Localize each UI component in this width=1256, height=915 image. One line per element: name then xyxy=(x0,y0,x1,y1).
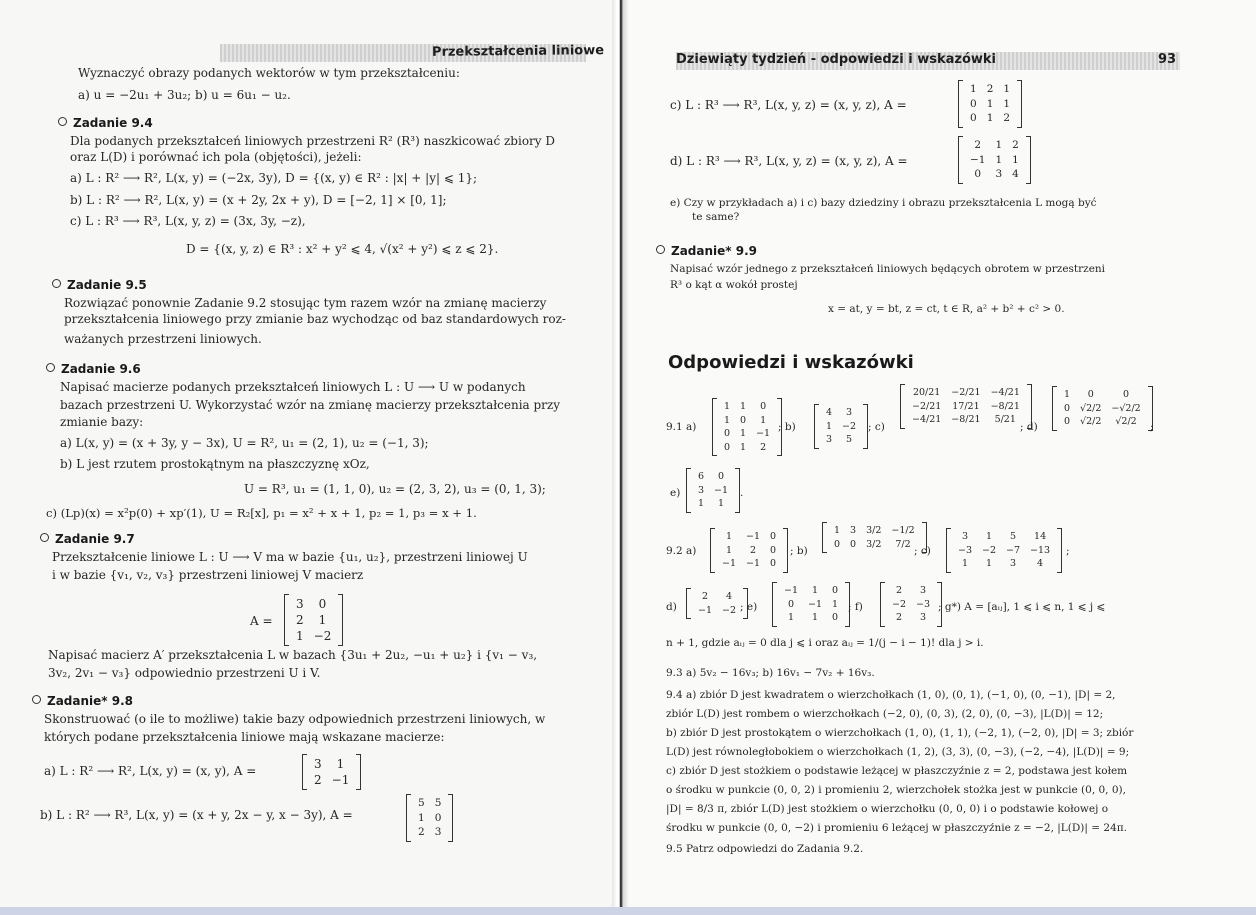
answer-9-1-e-label: e) xyxy=(670,487,681,499)
task-9-8-e2: te same? xyxy=(692,211,740,223)
task-9-8-b-matrix xyxy=(406,794,453,846)
task-9-8-d: d) L : R³ ⟶ R³, L(x, y, z) = (x, y, z), A = xyxy=(670,154,908,168)
matrix-cell: 1 xyxy=(725,531,733,542)
matrix-bracket-right xyxy=(1026,136,1031,184)
answer-9-2-e-matrix xyxy=(772,582,850,631)
answer-9-2-e-label: ; e) xyxy=(740,601,758,613)
matrix-cell: 0 xyxy=(1123,389,1130,400)
matrix-cell: 1 xyxy=(812,612,819,623)
matrix-cell: 3 xyxy=(920,612,927,623)
matrix-cell: 1 xyxy=(725,544,733,556)
matrix-cell: 1 xyxy=(995,139,1003,151)
matrix-cell: 2 xyxy=(701,591,709,602)
matrix-bracket-right xyxy=(448,794,453,842)
task-bullet-icon xyxy=(46,363,55,372)
matrix-cell: −1 xyxy=(698,604,713,616)
matrix-cell: 1 xyxy=(740,401,747,412)
answer-9-3: 9.3 a) 5v₂ − 16v₃; b) 16v₁ − 7v₂ + 16v₃. xyxy=(666,667,875,679)
task-9-7-title: Zadanie 9.7 xyxy=(40,532,135,546)
matrix-bracket-left xyxy=(822,522,827,553)
matrix-cell: 3 xyxy=(995,168,1003,180)
task-9-6-line2: bazach przestrzeni U. Wykorzystać wzór na zmianę macierzy przekształcenia przy xyxy=(60,398,561,412)
matrix-cell: 4 xyxy=(1037,558,1044,569)
matrix-cell: 5 xyxy=(434,797,442,809)
task-9-5-line3: ważanych przestrzeni liniowych. xyxy=(64,332,262,346)
task-9-4-c2: D = {(x, y, z) ∈ R³ : x² + y² ⩽ 4, √(x² + y²) ⩽ z ⩽ 2}. xyxy=(186,242,499,256)
matrix-cell: 0 xyxy=(718,471,725,482)
matrix-cell: 5 xyxy=(846,434,853,445)
task-9-8-title: Zadanie* 9.8 xyxy=(32,694,133,708)
task-9-7-line2: i w bazie {v₁, v₂, v₃} przestrzeni liniowej V macierz xyxy=(52,568,364,582)
matrix-cell: 20/21 xyxy=(912,387,941,398)
matrix-cell: 1 xyxy=(787,612,795,623)
right-page xyxy=(628,0,1256,915)
matrix-cell: 4 xyxy=(826,407,833,418)
matrix-cell: −1 xyxy=(746,558,761,569)
answer-9-2-a-matrix xyxy=(710,528,788,577)
matrix-cell: −1 xyxy=(714,484,729,496)
matrix-cell: 1 xyxy=(1012,153,1019,166)
right-header-title: Dziewiąty tydzień - odpowiedzi i wskazówki xyxy=(676,52,996,67)
task-9-7-line1: Przekształcenie liniowe L : U ⟶ V ma w bazie {u₁, u₂}, przestrzeni liniowej U xyxy=(52,550,528,564)
task-9-7-line4: 3v₂, 2v₁ − v₃} odpowiednio przestrzeni U i V. xyxy=(48,666,321,680)
task-9-4-title: Zadanie 9.4 xyxy=(58,116,153,130)
task-9-8-c-matrix xyxy=(958,80,1022,132)
matrix-cell: 1 xyxy=(740,428,747,439)
matrix-cell: −2 xyxy=(842,420,857,432)
matrix-cell: 1 xyxy=(986,97,994,110)
task-9-8-b: b) L : R² ⟶ R³, L(x, y) = (x + y, 2x − y, x − 3y), A = xyxy=(40,808,353,822)
answer-9-2-b-label: ; b) xyxy=(790,545,808,557)
matrix-bracket-left xyxy=(284,594,289,646)
answer-9-2-f-matrix xyxy=(880,582,942,631)
matrix-bracket-left xyxy=(900,384,905,429)
answer-9-1-d-matrix xyxy=(1052,386,1153,435)
task-9-7-a-label: A = xyxy=(250,614,273,628)
matrix-cell: 0 xyxy=(770,544,777,556)
matrix-cell: −1 xyxy=(784,585,799,596)
matrix-bracket-right xyxy=(783,528,788,573)
answer-9-2-c-label: ; c) xyxy=(914,545,931,557)
matrix-cell: 2 xyxy=(418,826,425,838)
answer-9-5: 9.5 Patrz odpowiedzi do Zadania 9.2. xyxy=(666,843,864,855)
matrix-cell: 1 xyxy=(986,112,994,124)
matrix-cell: −3 xyxy=(958,544,973,556)
matrix-cell: 1 xyxy=(1003,83,1011,95)
matrix-cell: 0 xyxy=(724,428,731,439)
scan-edge-band xyxy=(0,907,1256,915)
task-9-4-line2: oraz L(D) i porównać ich pola (objętości), jeżeli: xyxy=(70,150,362,164)
matrix-cell: 2 xyxy=(750,544,757,556)
matrix-bracket-left xyxy=(406,794,411,842)
matrix-cell: 0 xyxy=(740,414,747,426)
answer-9-2-g: ; g*) A = [aᵢⱼ], 1 ⩽ i ⩽ n, 1 ⩽ j ⩽ xyxy=(938,601,1106,613)
matrix-cell: 2 xyxy=(1003,112,1011,124)
matrix-cell: −1/2 xyxy=(891,525,915,536)
task-9-6-b2: U = R³, u₁ = (1, 1, 0), u₂ = (2, 3, 2), u₃ = (0, 1, 3); xyxy=(244,482,546,496)
intro-ab: a) u = −2u₁ + 3u₂; b) u = 6u₁ − u₂. xyxy=(78,88,291,102)
matrix-bracket-left xyxy=(880,582,885,627)
matrix-cell: 0 xyxy=(770,531,777,542)
matrix-cell: 3 xyxy=(1010,558,1017,569)
matrix-cell: −8/21 xyxy=(951,414,981,425)
answer-9-1-e-matrix xyxy=(686,468,740,517)
task-9-5-title: Zadanie 9.5 xyxy=(52,278,147,292)
matrix-cell: −1 xyxy=(808,598,823,610)
answer-9-1-c-matrix xyxy=(900,384,1032,433)
matrix-cell: 6 xyxy=(698,471,705,482)
matrix-cell: 4 xyxy=(1012,168,1019,180)
matrix-cell: 1 xyxy=(1064,389,1071,400)
answer-9-4-line: 9.4 a) zbiór D jest kwadratem o wierzchołkach (1, 0), (0, 1), (−1, 0), (0, −1), |D| = 2, xyxy=(666,689,1116,701)
matrix-cell: 0 xyxy=(974,168,982,180)
matrix-cell: 1 xyxy=(961,558,969,569)
task-bullet-icon xyxy=(32,695,41,704)
matrix-cell: 7/2 xyxy=(895,538,911,550)
matrix-cell: 2 xyxy=(760,441,767,453)
matrix-cell: 2 xyxy=(974,139,982,151)
matrix-cell: √2/2 xyxy=(1080,402,1102,414)
matrix-cell: 2 xyxy=(986,83,994,95)
matrix-cell: −13 xyxy=(1030,544,1051,556)
matrix-cell: 1 xyxy=(698,498,705,509)
task-9-5-line2: przekształcenia liniowego przy zmianie baz wychodząc od baz standardowych roz- xyxy=(64,312,566,326)
matrix-cell: 5/21 xyxy=(994,414,1016,425)
task-9-5-line1: Rozwiązać ponownie Zadanie 9.2 stosując tym razem wzór na zmianę macierzy xyxy=(64,296,547,310)
matrix-cell: 0 xyxy=(1064,402,1071,414)
left-header-title: Przekształcenia liniowe xyxy=(431,43,605,60)
task-9-6-title: Zadanie 9.6 xyxy=(46,362,141,376)
answer-9-1-b-label: ; b) xyxy=(778,421,796,433)
matrix-cell: 1 xyxy=(724,401,731,412)
answer-9-2-end: ; xyxy=(1066,545,1070,557)
matrix-cell: 1 xyxy=(986,558,993,569)
matrix-bracket-left xyxy=(686,588,691,619)
matrix-cell: 0 xyxy=(318,597,327,611)
book-gutter xyxy=(612,0,628,915)
answer-9-4-line: zbiór L(D) jest rombem o wierzchołkach (−2, 0), (0, 3), (2, 0), (0, −3), |L(D)| = 12; xyxy=(666,708,1104,720)
answer-9-1-d-label: ; d) xyxy=(1020,421,1038,433)
matrix-bracket-left xyxy=(946,528,951,573)
matrix-cell: −1 xyxy=(756,428,771,439)
matrix-cell: 0 xyxy=(1087,389,1094,400)
answer-9-4-line: środku w punkcie (0, 0, −2) i promieniu 6 leżącej w płaszczyźnie z = −2, |L(D)| = 24π. xyxy=(666,822,1128,834)
matrix-cell: 4 xyxy=(726,591,733,602)
matrix-cell: −2 xyxy=(313,629,332,643)
matrix-cell: 1 xyxy=(296,629,304,643)
matrix-cell: 0 xyxy=(832,585,839,596)
matrix-cell: 0 xyxy=(787,598,795,610)
task-9-6-b: b) L jest rzutem prostokątnym na płaszczyznę xOz, xyxy=(60,457,370,471)
matrix-bracket-left xyxy=(302,754,307,790)
matrix-cell: 2 xyxy=(314,773,322,787)
matrix-cell: 1 xyxy=(1003,97,1011,110)
task-9-8-line1: Skonstruować (o ile to możliwe) takie bazy odpowiednich przestrzeni liniowych, w xyxy=(44,712,546,726)
matrix-cell: 0 xyxy=(434,811,442,824)
matrix-cell: 3 xyxy=(961,531,969,542)
matrix-bracket-left xyxy=(710,528,715,573)
matrix-cell: 3 xyxy=(698,484,705,496)
answer-9-4-line: L(D) jest równoległobokiem o wierzchołkach (1, 2), (3, 3), (0, −3), (−2, −4), |L(D)| = 9; xyxy=(666,746,1130,758)
matrix-bracket-left xyxy=(772,582,777,627)
task-9-9-line3: x = at, y = bt, z = ct, t ∈ R, a² + b² + c² > 0. xyxy=(828,303,1065,315)
matrix-cell: −2 xyxy=(892,598,907,610)
matrix-cell: 0 xyxy=(770,558,777,569)
matrix-cell: 1 xyxy=(418,811,425,824)
answer-9-2-label: 9.2 a) xyxy=(666,545,697,557)
matrix-cell: √2/2 xyxy=(1080,416,1102,427)
matrix-bracket-left xyxy=(958,80,963,128)
answer-9-1-c-label: ; c) xyxy=(868,421,885,433)
answer-9-1-b-matrix xyxy=(814,404,868,453)
matrix-bracket-left xyxy=(686,468,691,513)
matrix-cell: 3 xyxy=(846,407,853,418)
matrix-cell: 0 xyxy=(834,538,841,550)
matrix-cell: 3 xyxy=(296,597,304,611)
matrix-cell: 0 xyxy=(850,538,857,550)
answer-9-1-label: 9.1 a) xyxy=(666,421,697,433)
matrix-cell: 3 xyxy=(826,434,833,445)
matrix-cell: 0 xyxy=(970,97,977,110)
matrix-cell: 17/21 xyxy=(952,400,980,412)
matrix-cell: 1 xyxy=(318,613,327,627)
task-9-8-line2: których podane przekształcenia liniowe mają wskazane macierze: xyxy=(44,730,445,744)
task-9-7-matrix xyxy=(284,594,343,650)
matrix-bracket-left xyxy=(958,136,963,184)
matrix-cell: 1 xyxy=(740,441,747,453)
task-9-9-line2: R³ o kąt α wokół prostej xyxy=(670,279,798,291)
matrix-cell: 1 xyxy=(995,153,1003,166)
matrix-cell: 0 xyxy=(724,441,731,453)
task-9-6-line3: zmianie bazy: xyxy=(60,415,144,429)
matrix-cell: 1 xyxy=(718,498,725,509)
answer-9-2-d-matrix xyxy=(686,588,748,623)
matrix-cell: 1 xyxy=(724,414,731,426)
answer-9-4-line: c) zbiór D jest stożkiem o podstawie leżącej w płaszczyźnie z = 2, podstawa jest kołem xyxy=(666,765,1128,777)
matrix-bracket-right xyxy=(1017,80,1022,128)
matrix-cell: 1 xyxy=(812,585,819,596)
matrix-bracket-left xyxy=(1052,386,1057,431)
matrix-cell: 2 xyxy=(1012,139,1019,151)
matrix-cell: 2 xyxy=(895,612,903,623)
matrix-bracket-left xyxy=(814,404,819,449)
answer-9-4-line: b) zbiór D jest prostokątem o wierzchołkach (1, 0), (1, 1), (−2, 1), (−2, 0), |D| = 3; zbiór xyxy=(666,727,1134,739)
answer-9-1-a-matrix xyxy=(712,398,782,460)
task-9-4-c: c) L : R³ ⟶ R³, L(x, y, z) = (3x, 3y, −z), xyxy=(70,214,306,228)
left-page xyxy=(0,0,612,915)
task-bullet-icon xyxy=(52,279,61,288)
task-9-8-c: c) L : R³ ⟶ R³, L(x, y, z) = (x, y, z), A = xyxy=(670,98,907,112)
matrix-cell: −1 xyxy=(331,773,350,787)
matrix-bracket-right xyxy=(338,594,343,646)
task-9-9-title: Zadanie* 9.9 xyxy=(656,244,757,258)
matrix-cell: 3/2 xyxy=(866,538,882,550)
task-9-8-e1: e) Czy w przykładach a) i c) bazy dziedziny i obrazu przekształcenia L mogą być xyxy=(670,197,1097,209)
task-bullet-icon xyxy=(58,117,67,126)
task-9-4-a: a) L : R² ⟶ R², L(x, y) = (−2x, 3y), D = {(x, y) ∈ R² : |x| + |y| ⩽ 1}; xyxy=(70,171,478,185)
task-9-4-line1: Dla podanych przekształceń liniowych przestrzeni R² (R³) naszkicować zbiory D xyxy=(70,134,555,148)
matrix-cell: −7 xyxy=(1006,544,1021,556)
matrix-cell: −3 xyxy=(916,598,931,610)
matrix-cell: −4/21 xyxy=(990,387,1020,398)
task-9-7-line3: Napisać macierz A′ przekształcenia L w bazach {3u₁ + 2u₂, −u₁ + u₂} i {v₁ − v₃, xyxy=(48,648,538,662)
matrix-cell: √2/2 xyxy=(1115,416,1137,427)
matrix-cell: 1 xyxy=(970,83,977,95)
matrix-cell: 3 xyxy=(314,757,322,771)
task-9-9-line1: Napisać wzór jednego z przekształceń liniowych będących obrotem w przestrzeni xyxy=(670,263,1106,275)
matrix-cell: 2 xyxy=(296,613,304,627)
answer-9-1-e-end: . xyxy=(740,487,744,499)
answer-9-1-end: ; xyxy=(1150,421,1154,433)
task-9-4-b: b) L : R² ⟶ R², L(x, y) = (x + 2y, 2x + y), D = [−2, 1] × [0, 1]; xyxy=(70,193,447,207)
task-9-6-c: c) (Lp)(x) = x²p(0) + xp′(1), U = R₂[x], p₁ = x² + x + 1, p₂ = 1, p₃ = x + 1. xyxy=(46,506,477,520)
matrix-cell: −2 xyxy=(722,604,737,616)
matrix-cell: −2/21 xyxy=(951,387,981,398)
matrix-cell: −1 xyxy=(722,558,737,569)
task-9-6-a: a) L(x, y) = (x + 3y, y − 3x), U = R², u₁ = (2, 1), u₂ = (−1, 3); xyxy=(60,436,429,450)
answers-title: Odpowiedzi i wskazówki xyxy=(668,352,914,373)
matrix-cell: 1 xyxy=(760,414,767,426)
matrix-cell: 3 xyxy=(434,826,442,838)
matrix-cell: 1 xyxy=(834,525,841,536)
matrix-cell: 3/2 xyxy=(866,525,882,536)
matrix-bracket-left xyxy=(712,398,717,456)
answer-9-2-f-label: ; f) xyxy=(848,601,863,613)
page-number: 93 xyxy=(1158,52,1177,67)
matrix-cell: −√2/2 xyxy=(1111,402,1141,414)
matrix-cell: 3 xyxy=(850,525,857,536)
matrix-cell: 5 xyxy=(418,797,425,809)
matrix-cell: 0 xyxy=(1064,416,1071,427)
matrix-cell: 0 xyxy=(760,401,767,412)
task-9-6-line1: Napisać macierze podanych przekształceń liniowych L : U ⟶ U w podanych xyxy=(60,380,526,394)
task-9-8-a-matrix xyxy=(302,754,361,794)
matrix-cell: 1 xyxy=(986,531,993,542)
matrix-cell: 1 xyxy=(336,757,345,771)
answer-9-2-b-matrix xyxy=(822,522,927,557)
task-9-8-a: a) L : R² ⟶ R², L(x, y) = (x, y), A = xyxy=(44,764,257,778)
matrix-bracket-right xyxy=(1057,528,1062,573)
matrix-cell: −8/21 xyxy=(990,400,1020,412)
matrix-cell: −2 xyxy=(982,544,997,556)
matrix-cell: 14 xyxy=(1034,531,1047,542)
matrix-bracket-right xyxy=(356,754,361,790)
task-bullet-icon xyxy=(656,245,665,254)
intro-line: Wyznaczyć obrazy podanych wektorów w tym przekształceniu: xyxy=(78,66,460,80)
task-9-8-d-matrix xyxy=(958,136,1031,188)
matrix-cell: −1 xyxy=(970,153,986,166)
task-bullet-icon xyxy=(40,533,49,542)
matrix-cell: −4/21 xyxy=(912,414,942,425)
matrix-cell: 1 xyxy=(832,598,839,610)
matrix-cell: 1 xyxy=(826,420,833,432)
answer-9-4-line: |D| = 8/3 π, zbiór L(D) jest stożkiem o wierzchołku (0, 0, 0) i o podstawie kołowej o xyxy=(666,803,1109,815)
matrix-cell: −1 xyxy=(746,531,761,542)
matrix-cell: 5 xyxy=(1010,531,1017,542)
matrix-cell: 2 xyxy=(895,585,903,596)
matrix-cell: −2/21 xyxy=(912,400,942,412)
answer-9-4-line: o środku w punkcie (0, 0, 2) i promieniu 2, wierzchołek stożka jest w punkcie (0, 0, 0), xyxy=(666,784,1126,796)
matrix-cell: 3 xyxy=(920,585,927,596)
matrix-cell: 0 xyxy=(970,112,977,124)
matrix-cell: 0 xyxy=(832,612,839,623)
answer-9-2-g2: n + 1, gdzie aᵢⱼ = 0 dla j ⩽ i oraz aᵢⱼ = 1/(j − i − 1)! dla j > i. xyxy=(666,637,984,649)
answer-9-2-d-label: d) xyxy=(666,601,677,613)
answer-9-2-c-matrix xyxy=(946,528,1062,577)
